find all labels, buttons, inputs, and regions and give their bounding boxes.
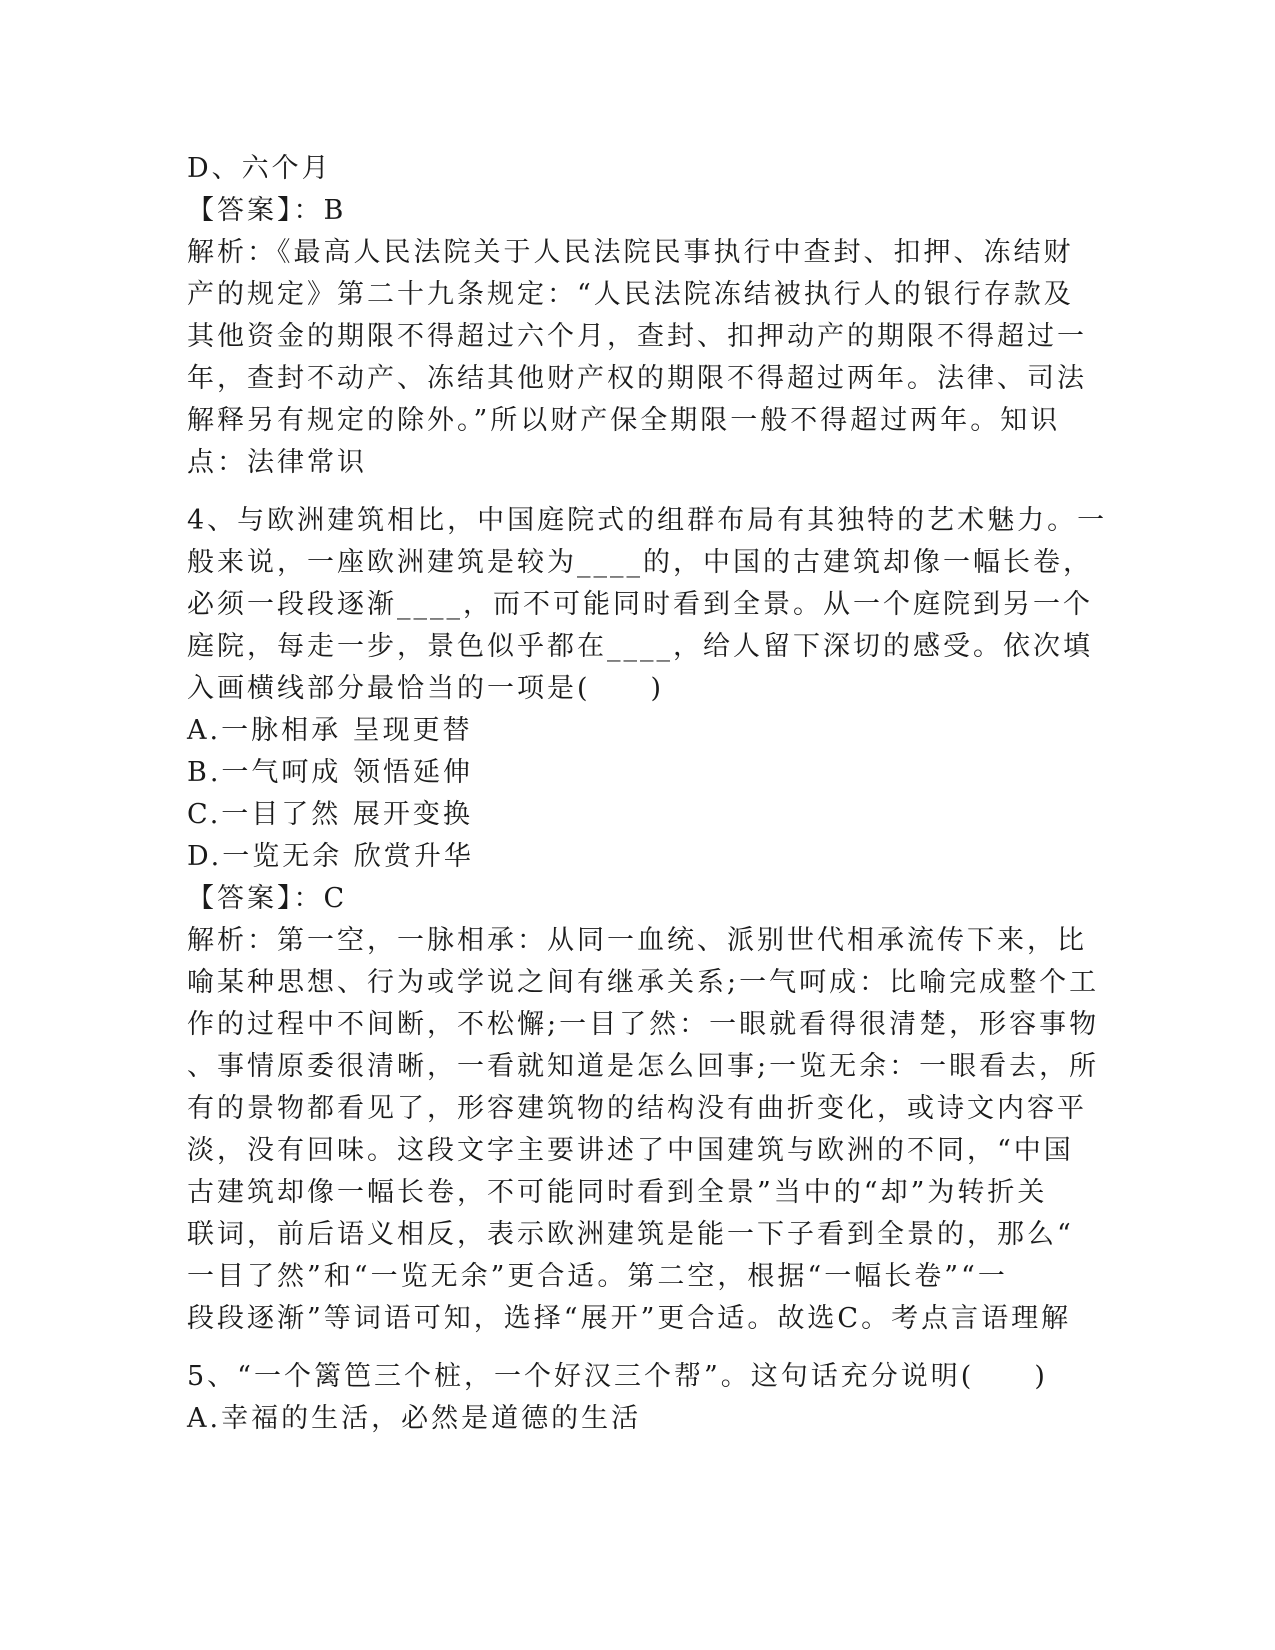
q3-answer: 【答案】：B (187, 195, 347, 226)
document-page (187, 148, 1108, 1440)
q4-analysis-line: 段段逐渐”等词语可知，选择“展开”更合适。故选C。考点言语理解 (187, 1303, 1072, 1334)
q4-analysis-line: 淡，没有回味。这段文字主要讲述了中国建筑与欧洲的不同，“中国 (187, 1135, 1074, 1166)
q3-analysis-line: 解释另有规定的除外。”所以财产保全期限一般不得超过两年。知识 (187, 405, 1061, 436)
q4-analysis-line: 作的过程中不间断，不松懈;一目了然：一眼就看得很清楚，形容事物 (187, 1009, 1100, 1040)
q3-option-d: D、六个月 (187, 153, 332, 184)
q5-option-a: A.幸福的生活，必然是道德的生活 (187, 1403, 642, 1434)
q3-analysis-line: 解析：《最高人民法院关于人民法院民事执行中查封、扣押、冻结财 (187, 237, 1074, 268)
q4-question-line: 庭院，每走一步，景色似乎都在____，给人留下深切的感受。依次填 (187, 631, 1093, 662)
q3-analysis-line: 产的规定》第二十九条规定：“人民法院冻结被执行人的银行存款及 (187, 279, 1074, 310)
q4-analysis-line: 联词，前后语义相反，表示欧洲建筑是能一下子看到全景的，那么“ (187, 1219, 1074, 1250)
q5-question: 5、“一个篱笆三个桩，一个好汉三个帮”。这句话充分说明( ) (187, 1361, 1048, 1392)
q4-question-line: 必须一段段逐渐____，而不可能同时看到全景。从一个庭院到另一个 (187, 589, 1093, 620)
question-3-section (187, 148, 1087, 484)
paragraph-gap (187, 484, 1087, 500)
q4-question-line: 入画横线部分最恰当的一项是( ) (187, 673, 665, 704)
question-5-section (187, 1356, 1087, 1440)
q4-analysis-line: 解析：第一空，一脉相承：从同一血统、派别世代相承流传下来，比 (187, 925, 1087, 956)
q4-analysis-line: 喻某种思想、行为或学说之间有继承关系;一气呵成：比喻完成整个工 (187, 967, 1100, 998)
q3-analysis-line: 年，查封不动产、冻结其他财产权的期限不得超过两年。法律、司法 (187, 363, 1087, 394)
q4-option-c: C.一目了然 展开变换 (187, 799, 473, 830)
q4-analysis-line: 古建筑却像一幅长卷，不可能同时看到全景”当中的“却”为转折关 (187, 1177, 1048, 1208)
q4-question-line: 4、与欧洲建筑相比，中国庭院式的组群布局有其独特的艺术魅力。一 (187, 505, 1108, 536)
paragraph-gap (187, 1340, 1087, 1356)
question-4-section (187, 500, 1108, 1340)
q4-option-b: B.一气呵成 领悟延伸 (187, 757, 474, 788)
q3-analysis-line: 点：法律常识 (187, 447, 367, 478)
q3-analysis-line: 其他资金的期限不得超过六个月，查封、扣押动产的期限不得超过一 (187, 321, 1087, 352)
q4-analysis-line: 一目了然”和“一览无余”更合适。第二空，根据“一幅长卷”“一 (187, 1261, 1008, 1292)
q4-analysis-line: 有的景物都看见了，形容建筑物的结构没有曲折变化，或诗文内容平 (187, 1093, 1087, 1124)
q4-option-a: A.一脉相承 呈现更替 (187, 715, 473, 746)
q4-answer: 【答案】：C (187, 883, 348, 914)
q4-question-line: 般来说，一座欧洲建筑是较为____的，中国的古建筑却像一幅长卷， (187, 547, 1093, 578)
q4-option-d: D.一览无余 欣赏升华 (187, 841, 474, 872)
q4-analysis-line: 、事情原委很清晰，一看就知道是怎么回事;一览无余：一眼看去，所 (187, 1051, 1100, 1082)
